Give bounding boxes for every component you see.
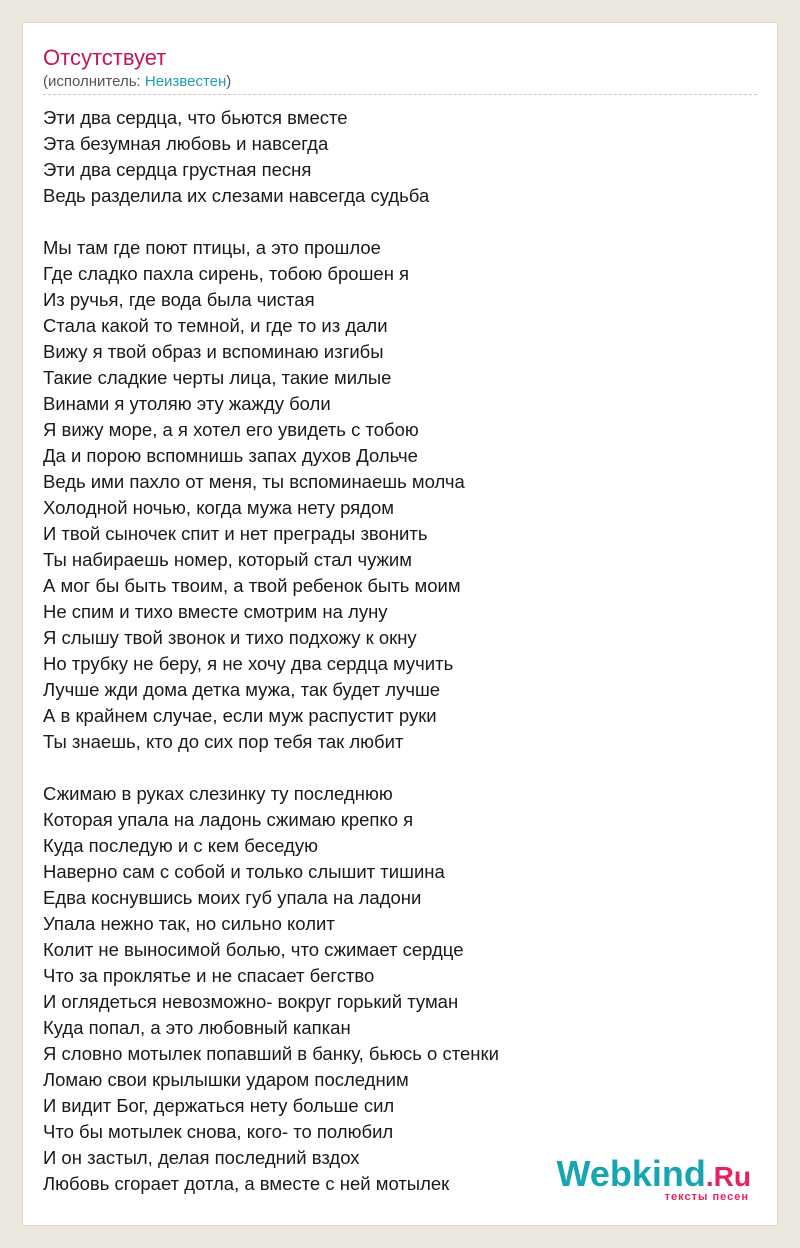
lyric-line: Лучше жди дома детка мужа, так будет лучше [43,679,441,700]
lyric-line: Ты набираешь номер, который стал чужим [43,549,412,570]
lyric-line: Я словно мотылек попавший в банку, бьюсь о стенки [43,1043,499,1064]
logo-tagline: тексты песен [664,1191,749,1203]
lyric-line: Не спим и тихо вместе смотрим на луну [43,601,388,622]
artist-line [43,73,231,91]
lyric-line: Куда последую и с кем беседую [43,835,318,856]
lyric-line: Куда попал, а это любовный капкан [43,1017,351,1038]
lyrics-text [43,105,763,1223]
stanza [43,781,763,1197]
lyric-line: Ведь разделила их слезами навсегда судьба [43,185,430,206]
lyric-line: Я вижу море, а я хотел его увидеть с тобою [43,419,419,440]
lyric-line: А мог бы быть твоим, а твой ребенок быть моим [43,575,461,596]
stanza [43,105,763,209]
lyric-line: Из ручья, где вода была чистая [43,289,315,310]
lyric-line: Что за проклятье и не спасает бегство [43,965,375,986]
lyric-line: Холодной ночью, когда мужа нету рядом [43,497,394,518]
lyric-line: Едва коснувшись моих губ упала на ладони [43,887,422,908]
site-logo[interactable] [556,1153,751,1203]
artist-prefix: (исполнитель: [43,73,145,90]
lyric-line: Колит не выносимой болью, что сжимает сердце [43,939,464,960]
lyric-line: Упала нежно так, но сильно колит [43,913,335,934]
song-title: Отсутствует [43,45,167,70]
lyric-line: Эта безумная любовь и навсегда [43,133,329,154]
logo-wordmark [556,1153,751,1195]
lyric-line: Любовь сгорает дотла, а вместе с ней мотылек [43,1173,450,1194]
lyric-line: Которая упала на ладонь сжимаю крепко я [43,809,414,830]
stanza [43,235,763,755]
lyric-line: Такие сладкие черты лица, такие милые [43,367,392,388]
lyric-line: Я слышу твой звонок и тихо подхожу к окну [43,627,417,648]
logo-tld: .Ru [705,1161,751,1192]
lyric-line: Эти два сердца, что бьются вместе [43,107,348,128]
lyric-line: Мы там где поют птицы, а это прошлое [43,237,381,258]
lyric-line: Но трубку не беру, я не хочу два сердца мучить [43,653,454,674]
title-divider [43,94,757,95]
artist-suffix: ) [226,73,232,90]
lyric-line: Ты знаешь, кто до сих пор тебя так любит [43,731,404,752]
logo-name: Webkind [556,1153,706,1194]
lyric-line: А в крайнем случае, если муж распустит руки [43,705,437,726]
lyric-line: И твой сыночек спит и нет преграды звонить [43,523,428,544]
lyric-line: Сжимаю в руках слезинку ту последнюю [43,783,393,804]
lyric-line: Что бы мотылек снова, кого- то полюбил [43,1121,394,1142]
artist-link[interactable]: Неизвестен [144,73,227,90]
lyric-line: Да и порою вспомнишь запах духов Дольче [43,445,418,466]
lyrics-page [22,22,778,1226]
lyric-line: Эти два сердца грустная песня [43,159,312,180]
lyric-line: Где сладко пахла сирень, тобою брошен я [43,263,410,284]
lyric-line: И он застыл, делая последний вздох [43,1147,360,1168]
lyric-line: Винами я утоляю эту жажду боли [43,393,331,414]
lyric-line: И видит Бог, держаться нету больше сил [43,1095,395,1116]
lyric-line: И оглядеться невозможно- вокруг горький туман [43,991,459,1012]
lyric-line: Вижу я твой образ и вспоминаю изгибы [43,341,384,362]
lyric-line: Наверно сам с собой и только слышит тишина [43,861,445,882]
lyric-line: Стала какой то темной, и где то из дали [43,315,388,336]
lyric-line: Ломаю свои крылышки ударом последним [43,1069,409,1090]
lyric-line: Ведь ими пахло от меня, ты вспоминаешь молча [43,471,465,492]
